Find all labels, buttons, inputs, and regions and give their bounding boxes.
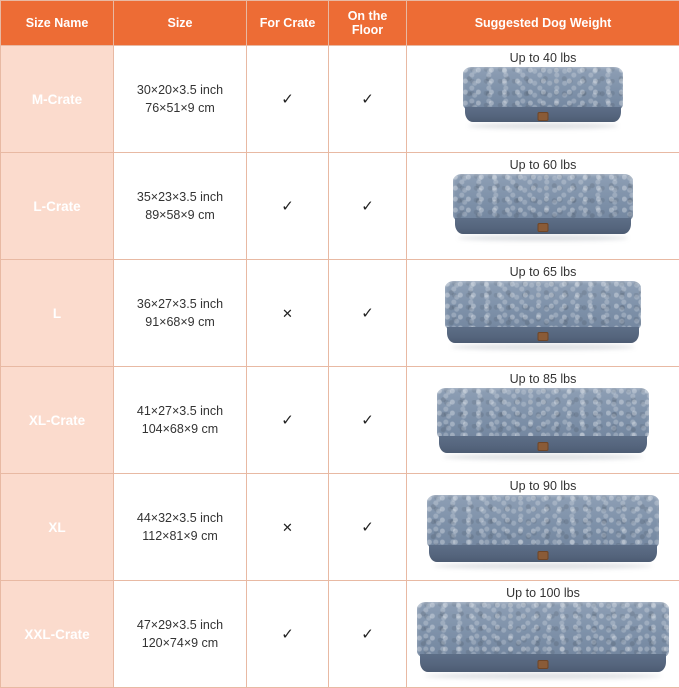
bed-top-surface	[427, 495, 659, 549]
table-header	[1, 1, 679, 46]
table-row	[1, 260, 679, 367]
size-name-cell: L	[1, 260, 114, 367]
size-inches: 30×20×3.5 inch	[114, 81, 246, 99]
bed-top-surface	[453, 174, 633, 222]
for-crate-check-icon: ✓	[247, 153, 329, 260]
suggested-weight-cell	[407, 260, 679, 367]
size-cell	[114, 367, 247, 474]
bed-side-panel	[455, 218, 631, 234]
weight-illustration-wrap	[407, 153, 679, 259]
size-name-cell: XL	[1, 474, 114, 581]
for-crate-check-icon: ✓	[247, 46, 329, 153]
weight-label: Up to 60 lbs	[510, 158, 577, 172]
dog-bed-image	[427, 495, 659, 572]
size-centimeters: 112×81×9 cm	[114, 527, 246, 545]
size-centimeters: 89×58×9 cm	[114, 206, 246, 224]
size-centimeters: 91×68×9 cm	[114, 313, 246, 331]
suggested-weight-cell	[407, 474, 679, 581]
header-on-the-floor-line1: On the	[348, 9, 388, 23]
on-floor-check-icon: ✓	[329, 367, 407, 474]
size-name-cell: L-Crate	[1, 153, 114, 260]
size-cell	[114, 46, 247, 153]
bed-side-panel	[465, 107, 622, 122]
bed-top-surface	[445, 281, 641, 331]
weight-label: Up to 65 lbs	[510, 265, 577, 279]
suggested-weight-cell	[407, 581, 679, 688]
size-centimeters: 76×51×9 cm	[114, 99, 246, 117]
on-floor-check-icon: ✓	[329, 46, 407, 153]
bed-top-surface	[463, 67, 623, 111]
suggested-weight-cell	[407, 153, 679, 260]
on-floor-check-icon: ✓	[329, 474, 407, 581]
size-inches: 44×32×3.5 inch	[114, 509, 246, 527]
table-row	[1, 581, 679, 688]
suggested-weight-cell	[407, 46, 679, 153]
bed-side-panel	[447, 327, 639, 343]
table-body	[1, 46, 679, 688]
size-centimeters: 120×74×9 cm	[114, 634, 246, 652]
for-crate-check-icon: ✓	[247, 581, 329, 688]
size-cell	[114, 153, 247, 260]
suggested-weight-cell	[407, 367, 679, 474]
dog-bed-image	[463, 67, 623, 132]
dog-bed-image	[417, 602, 669, 682]
weight-illustration-wrap	[407, 367, 679, 473]
weight-illustration-wrap	[407, 581, 679, 687]
weight-label: Up to 100 lbs	[506, 586, 580, 600]
bed-shadow	[451, 344, 635, 350]
weight-label: Up to 85 lbs	[510, 372, 577, 386]
header-for-crate: For Crate	[247, 1, 329, 46]
table-row	[1, 367, 679, 474]
table-row	[1, 474, 679, 581]
bed-shadow	[468, 123, 618, 129]
header-size: Size	[114, 1, 247, 46]
header-size-name: Size Name	[1, 1, 114, 46]
weight-label: Up to 90 lbs	[510, 479, 577, 493]
for-crate-cross-icon: ✕	[247, 474, 329, 581]
size-inches: 36×27×3.5 inch	[114, 295, 246, 313]
table-row	[1, 153, 679, 260]
size-inches: 41×27×3.5 inch	[114, 402, 246, 420]
bed-top-surface	[437, 388, 649, 440]
size-cell	[114, 474, 247, 581]
size-inches: 47×29×3.5 inch	[114, 616, 246, 634]
dog-bed-image	[437, 388, 649, 463]
weight-illustration-wrap	[407, 260, 679, 366]
size-name-cell: M-Crate	[1, 46, 114, 153]
header-on-the-floor-line2: Floor	[352, 23, 383, 37]
weight-label: Up to 40 lbs	[510, 51, 577, 65]
dog-bed-image	[453, 174, 633, 244]
for-crate-cross-icon: ✕	[247, 260, 329, 367]
on-floor-check-icon: ✓	[329, 153, 407, 260]
for-crate-check-icon: ✓	[247, 367, 329, 474]
bed-shadow	[458, 235, 627, 241]
header-row	[1, 1, 679, 46]
dog-bed-image	[445, 281, 641, 353]
weight-illustration-wrap	[407, 46, 679, 152]
on-floor-check-icon: ✓	[329, 581, 407, 688]
bed-side-panel	[420, 654, 667, 672]
size-name-cell: XL-Crate	[1, 367, 114, 474]
bed-shadow	[443, 454, 642, 460]
bed-side-panel	[439, 436, 647, 453]
size-name-cell: XXL-Crate	[1, 581, 114, 688]
size-inches: 35×23×3.5 inch	[114, 188, 246, 206]
bed-top-surface	[417, 602, 669, 658]
size-centimeters: 104×68×9 cm	[114, 420, 246, 438]
header-on-the-floor	[329, 1, 407, 46]
bed-side-panel	[429, 545, 656, 562]
header-suggested-dog-weight: Suggested Dog Weight	[407, 1, 679, 46]
size-cell	[114, 260, 247, 367]
weight-illustration-wrap	[407, 474, 679, 580]
size-cell	[114, 581, 247, 688]
bed-shadow	[434, 563, 652, 569]
bed-shadow	[425, 673, 662, 679]
table-row	[1, 46, 679, 153]
on-floor-check-icon: ✓	[329, 260, 407, 367]
